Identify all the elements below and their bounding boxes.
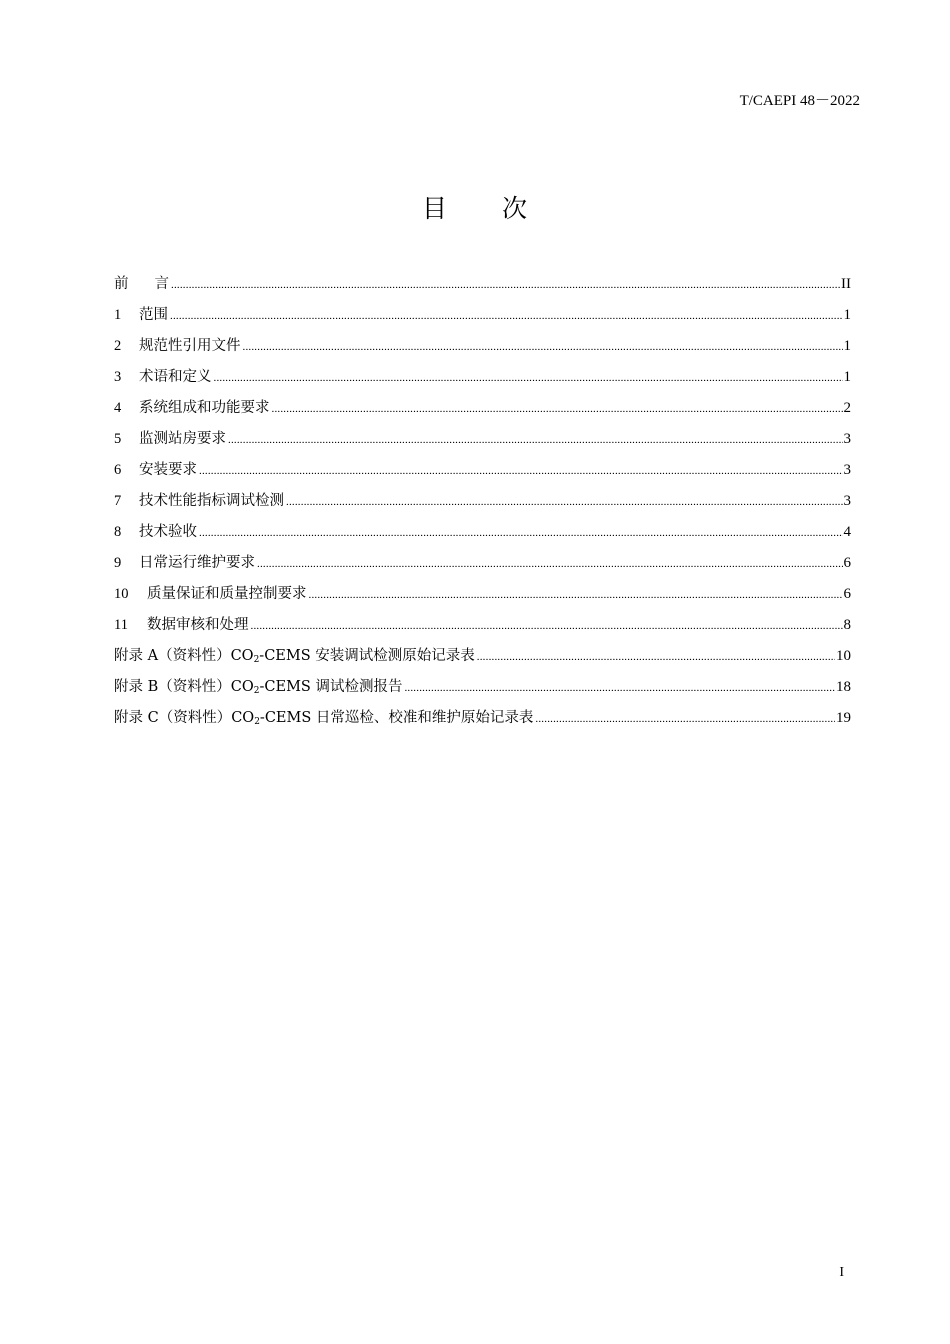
table-of-contents — [114, 272, 851, 737]
toc-entry-label: 附录 B（资料性）$CO_2$-CEMS 调试检测报告 — [114, 679, 403, 696]
toc-entry-label: 附录 C（资料性）$CO_2$-CEMS 日常巡检、校准和维护原始记录表 — [114, 710, 534, 727]
toc-entry-number: 7 — [114, 493, 122, 509]
toc-entry-10[interactable] — [114, 582, 851, 613]
toc-entry-number: 5 — [114, 431, 122, 447]
toc-title-part1: 目 — [421, 194, 448, 223]
toc-entry-page: 2 — [843, 400, 851, 416]
toc-entry-page: 19 — [836, 710, 851, 726]
toc-entry-appendix-b[interactable] — [114, 675, 851, 706]
toc-leader-dots — [286, 490, 843, 514]
toc-leader-dots — [309, 583, 843, 607]
toc-entry-number: 9 — [114, 555, 122, 571]
toc-leader-dots — [535, 707, 835, 731]
toc-entry-page: 6 — [843, 586, 851, 602]
toc-entry-5[interactable] — [114, 427, 851, 458]
toc-entry-page: 10 — [836, 648, 851, 664]
toc-title — [0, 192, 950, 226]
toc-entry-6[interactable] — [114, 458, 851, 489]
toc-entry-label: 质量保证和质量控制要求 — [147, 586, 307, 602]
toc-entry-page: 3 — [843, 431, 851, 447]
toc-entry-label: 前 言 — [114, 276, 169, 292]
toc-entry-7[interactable] — [114, 489, 851, 520]
toc-entry-number: 2 — [114, 338, 122, 354]
toc-leader-dots — [199, 521, 843, 545]
toc-entry-page: 1 — [843, 369, 851, 385]
toc-entry-page: 1 — [843, 338, 851, 354]
toc-leader-dots — [404, 676, 835, 700]
toc-entry-page: 18 — [836, 679, 851, 695]
toc-entry-page: 3 — [843, 493, 851, 509]
toc-leader-dots — [257, 552, 843, 576]
toc-entry-1[interactable] — [114, 303, 851, 334]
toc-entry-label: 监测站房要求 — [139, 431, 226, 447]
toc-entry-label: 数据审核和处理 — [147, 617, 249, 633]
toc-leader-dots — [170, 304, 843, 328]
toc-entry-label: 技术验收 — [139, 524, 197, 540]
toc-leader-dots — [228, 428, 843, 452]
toc-entry-label: 技术性能指标调试检测 — [139, 493, 284, 509]
toc-entry-number: 3 — [114, 369, 122, 385]
document-code: T/CAEPI 48－2022 — [739, 93, 860, 109]
toc-entry-page: 4 — [843, 524, 851, 540]
toc-leader-dots — [251, 614, 843, 638]
toc-leader-dots — [199, 459, 843, 483]
toc-entry-number: 8 — [114, 524, 122, 540]
toc-entry-3[interactable] — [114, 365, 851, 396]
toc-entry-11[interactable] — [114, 613, 851, 644]
toc-entry-label: 范围 — [139, 307, 168, 323]
toc-entry-8[interactable] — [114, 520, 851, 551]
toc-entry-appendix-c[interactable] — [114, 706, 851, 737]
toc-leader-dots — [272, 397, 843, 421]
toc-entry-label: 系统组成和功能要求 — [139, 400, 270, 416]
toc-entry-label: 附录 A（资料性）$CO_2$-CEMS 安装调试检测原始记录表 — [114, 648, 475, 665]
toc-entry-page: II — [841, 276, 851, 292]
toc-entry-number: 10 — [114, 586, 129, 602]
toc-leader-dots — [214, 366, 843, 390]
toc-entry-page: 3 — [843, 462, 851, 478]
toc-leader-dots — [171, 273, 840, 297]
toc-title-part2: 次 — [502, 194, 529, 223]
toc-entry-page: 1 — [843, 307, 851, 323]
toc-leader-dots — [477, 645, 835, 669]
toc-entry-number: 4 — [114, 400, 122, 416]
toc-entry-number: 1 — [114, 307, 122, 323]
toc-entry-foreword[interactable] — [114, 272, 851, 303]
toc-entry-label: 日常运行维护要求 — [139, 555, 255, 571]
toc-entry-9[interactable] — [114, 551, 851, 582]
toc-entry-number: 11 — [114, 617, 128, 633]
toc-entry-appendix-a[interactable] — [114, 644, 851, 675]
toc-entry-label: 安装要求 — [139, 462, 197, 478]
toc-entry-label: 术语和定义 — [139, 369, 212, 385]
toc-leader-dots — [243, 335, 843, 359]
toc-entry-2[interactable] — [114, 334, 851, 365]
toc-entry-number: 6 — [114, 462, 122, 478]
toc-entry-label: 规范性引用文件 — [139, 338, 241, 354]
page-number: I — [839, 1265, 844, 1280]
toc-entry-page: 8 — [843, 617, 851, 633]
toc-entry-page: 6 — [843, 555, 851, 571]
toc-entry-4[interactable] — [114, 396, 851, 427]
